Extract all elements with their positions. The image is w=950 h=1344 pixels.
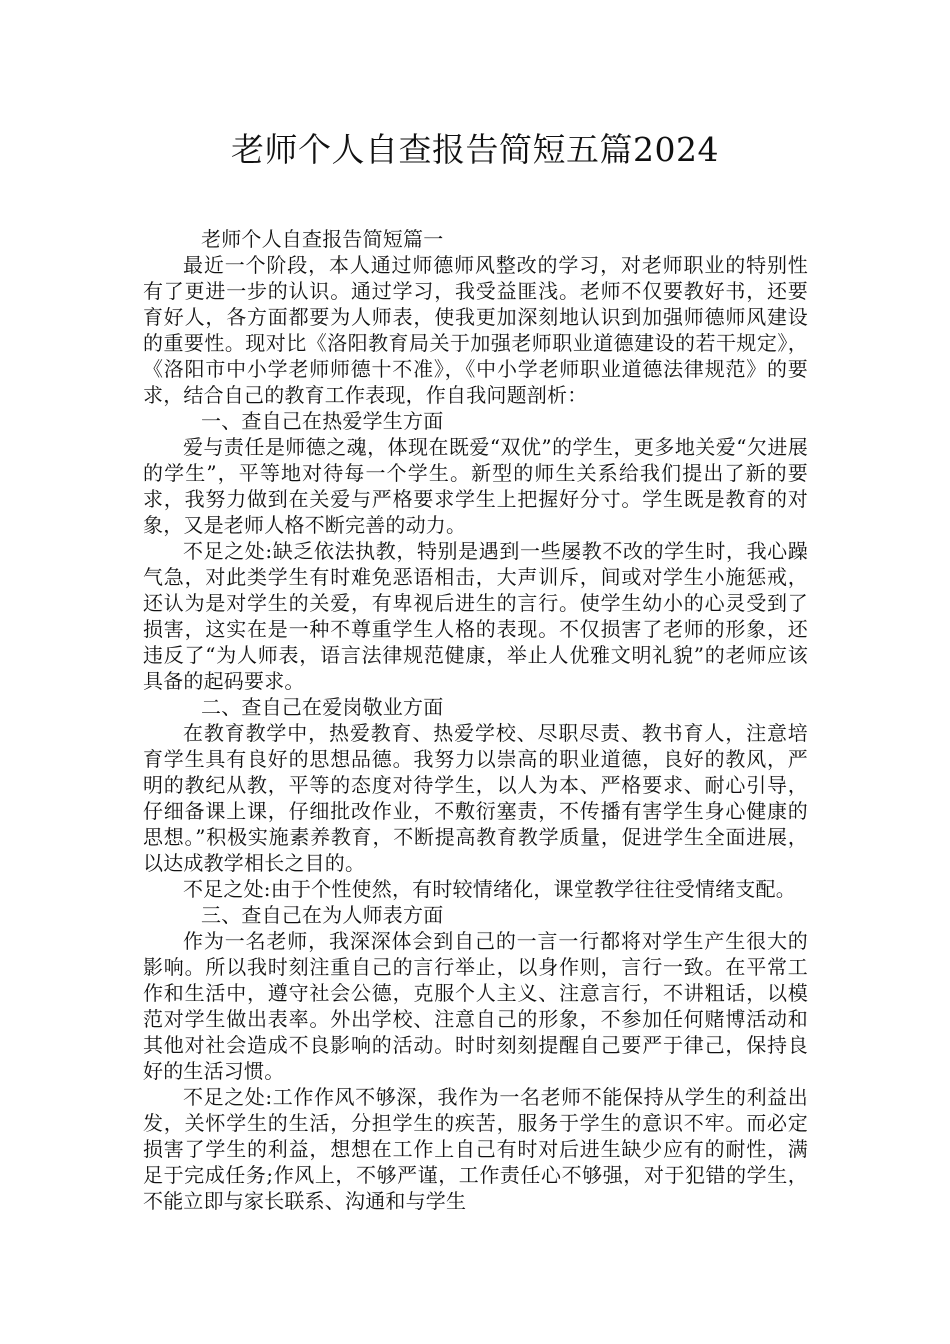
- section-heading-2: 二、查自己在爱岗敬业方面: [201, 695, 444, 719]
- section-heading-1: 一、查自己在热爱学生方面: [201, 409, 444, 433]
- paragraph-shortcoming-1: 不足之处:缺乏依法执教，特别是遇到一些屡教不改的学生时，我心躁气急，对此类学生有时难免恶语相击，大声训斥，间或对学生小施惩戒，还认为是对学生的关爱，有卑视后进生的言行。使学生幼小的心灵受到了损害，这实在是一种不尊重学生人格的表现。不仅损害了老师的形象，还违反了“为人师表，语言法律规范健康，举止人优雅文明礼貌”的老师应该具备的起码要求。: [143, 539, 808, 693]
- paragraph-section-2: 在教育教学中，热爱教育、热爱学校、尽职尽责、教书育人，注意培育学生具有良好的思想品德。我努力以崇高的职业道德，良好的教风，严明的教纪从教，平等的态度对待学生，以人为本、严格要求、耐心引导，仔细备课上课，仔细批改作业，不敷衍塞责，不传播有害学生身心健康的思想。”积极实施素养教育，不断提高教育教学质量，促进学生全面进展，以达成教学相长之目的。: [143, 721, 808, 875]
- subtitle-heading: 老师个人自查报告简短篇一: [201, 227, 444, 251]
- paragraph-intro: 最近一个阶段，本人通过师德师风整改的学习，对老师职业的特别性有了更进一步的认识。通过学习，我受益匪浅。老师不仅要教好书，还要育好人，各方面都要为人师表，使我更加深刻地认识到加强师德师风建设的重要性。现对比《洛阳教育局关于加强老师职业道德建设的若干规定》，《洛阳市中小学老师师德十不准》，《中小学老师职业道德法律规范》的要求，结合自己的教育工作表现，作自我问题剖析：: [143, 253, 808, 407]
- paragraph-section-3: 作为一名老师，我深深体会到自己的一言一行都将对学生产生很大的影响。所以我时刻注重自己的言行举止，以身作则，言行一致。在平常工作和生活中，遵守社会公德，克服个人主义、注意言行，不讲粗话，以模范对学生做出表率。外出学校、注意自己的形象，不参加任何赌博活动和其他对社会造成不良影响的活动。时时刻刻提醒自己要严于律己，保持良好的生活习惯。: [143, 929, 808, 1083]
- section-heading-3: 三、查自己在为人师表方面: [201, 903, 444, 927]
- document-title: 老师个人自查报告简短五篇2024: [231, 130, 719, 169]
- document-body: [143, 226, 808, 1214]
- paragraph-section-1: 爱与责任是师德之魂，体现在既爱“双优”的学生，更多地关爱“欠进展的学生”，平等地对待每一个学生。新型的师生关系给我们提出了新的要求，我努力做到在关爱与严格要求学生上把握好分寸。学生既是教育的对象，又是老师人格不断完善的动力。: [143, 435, 808, 537]
- paragraph-shortcoming-3: 不足之处:工作作风不够深，我作为一名老师不能保持从学生的利益出发，关怀学生的生活，分担学生的疾苦，服务于学生的意识不牢。而必定损害了学生的利益，想想在工作上自己有时对后进生缺少应有的耐性，满足于完成任务;作风上，不够严谨，工作责任心不够强，对于犯错的学生，不能立即与家长联系、沟通和与学生: [143, 1085, 808, 1213]
- paragraph-shortcoming-2: 不足之处:由于个性使然，有时较情绪化，课堂教学往往受情绪支配。: [183, 877, 796, 901]
